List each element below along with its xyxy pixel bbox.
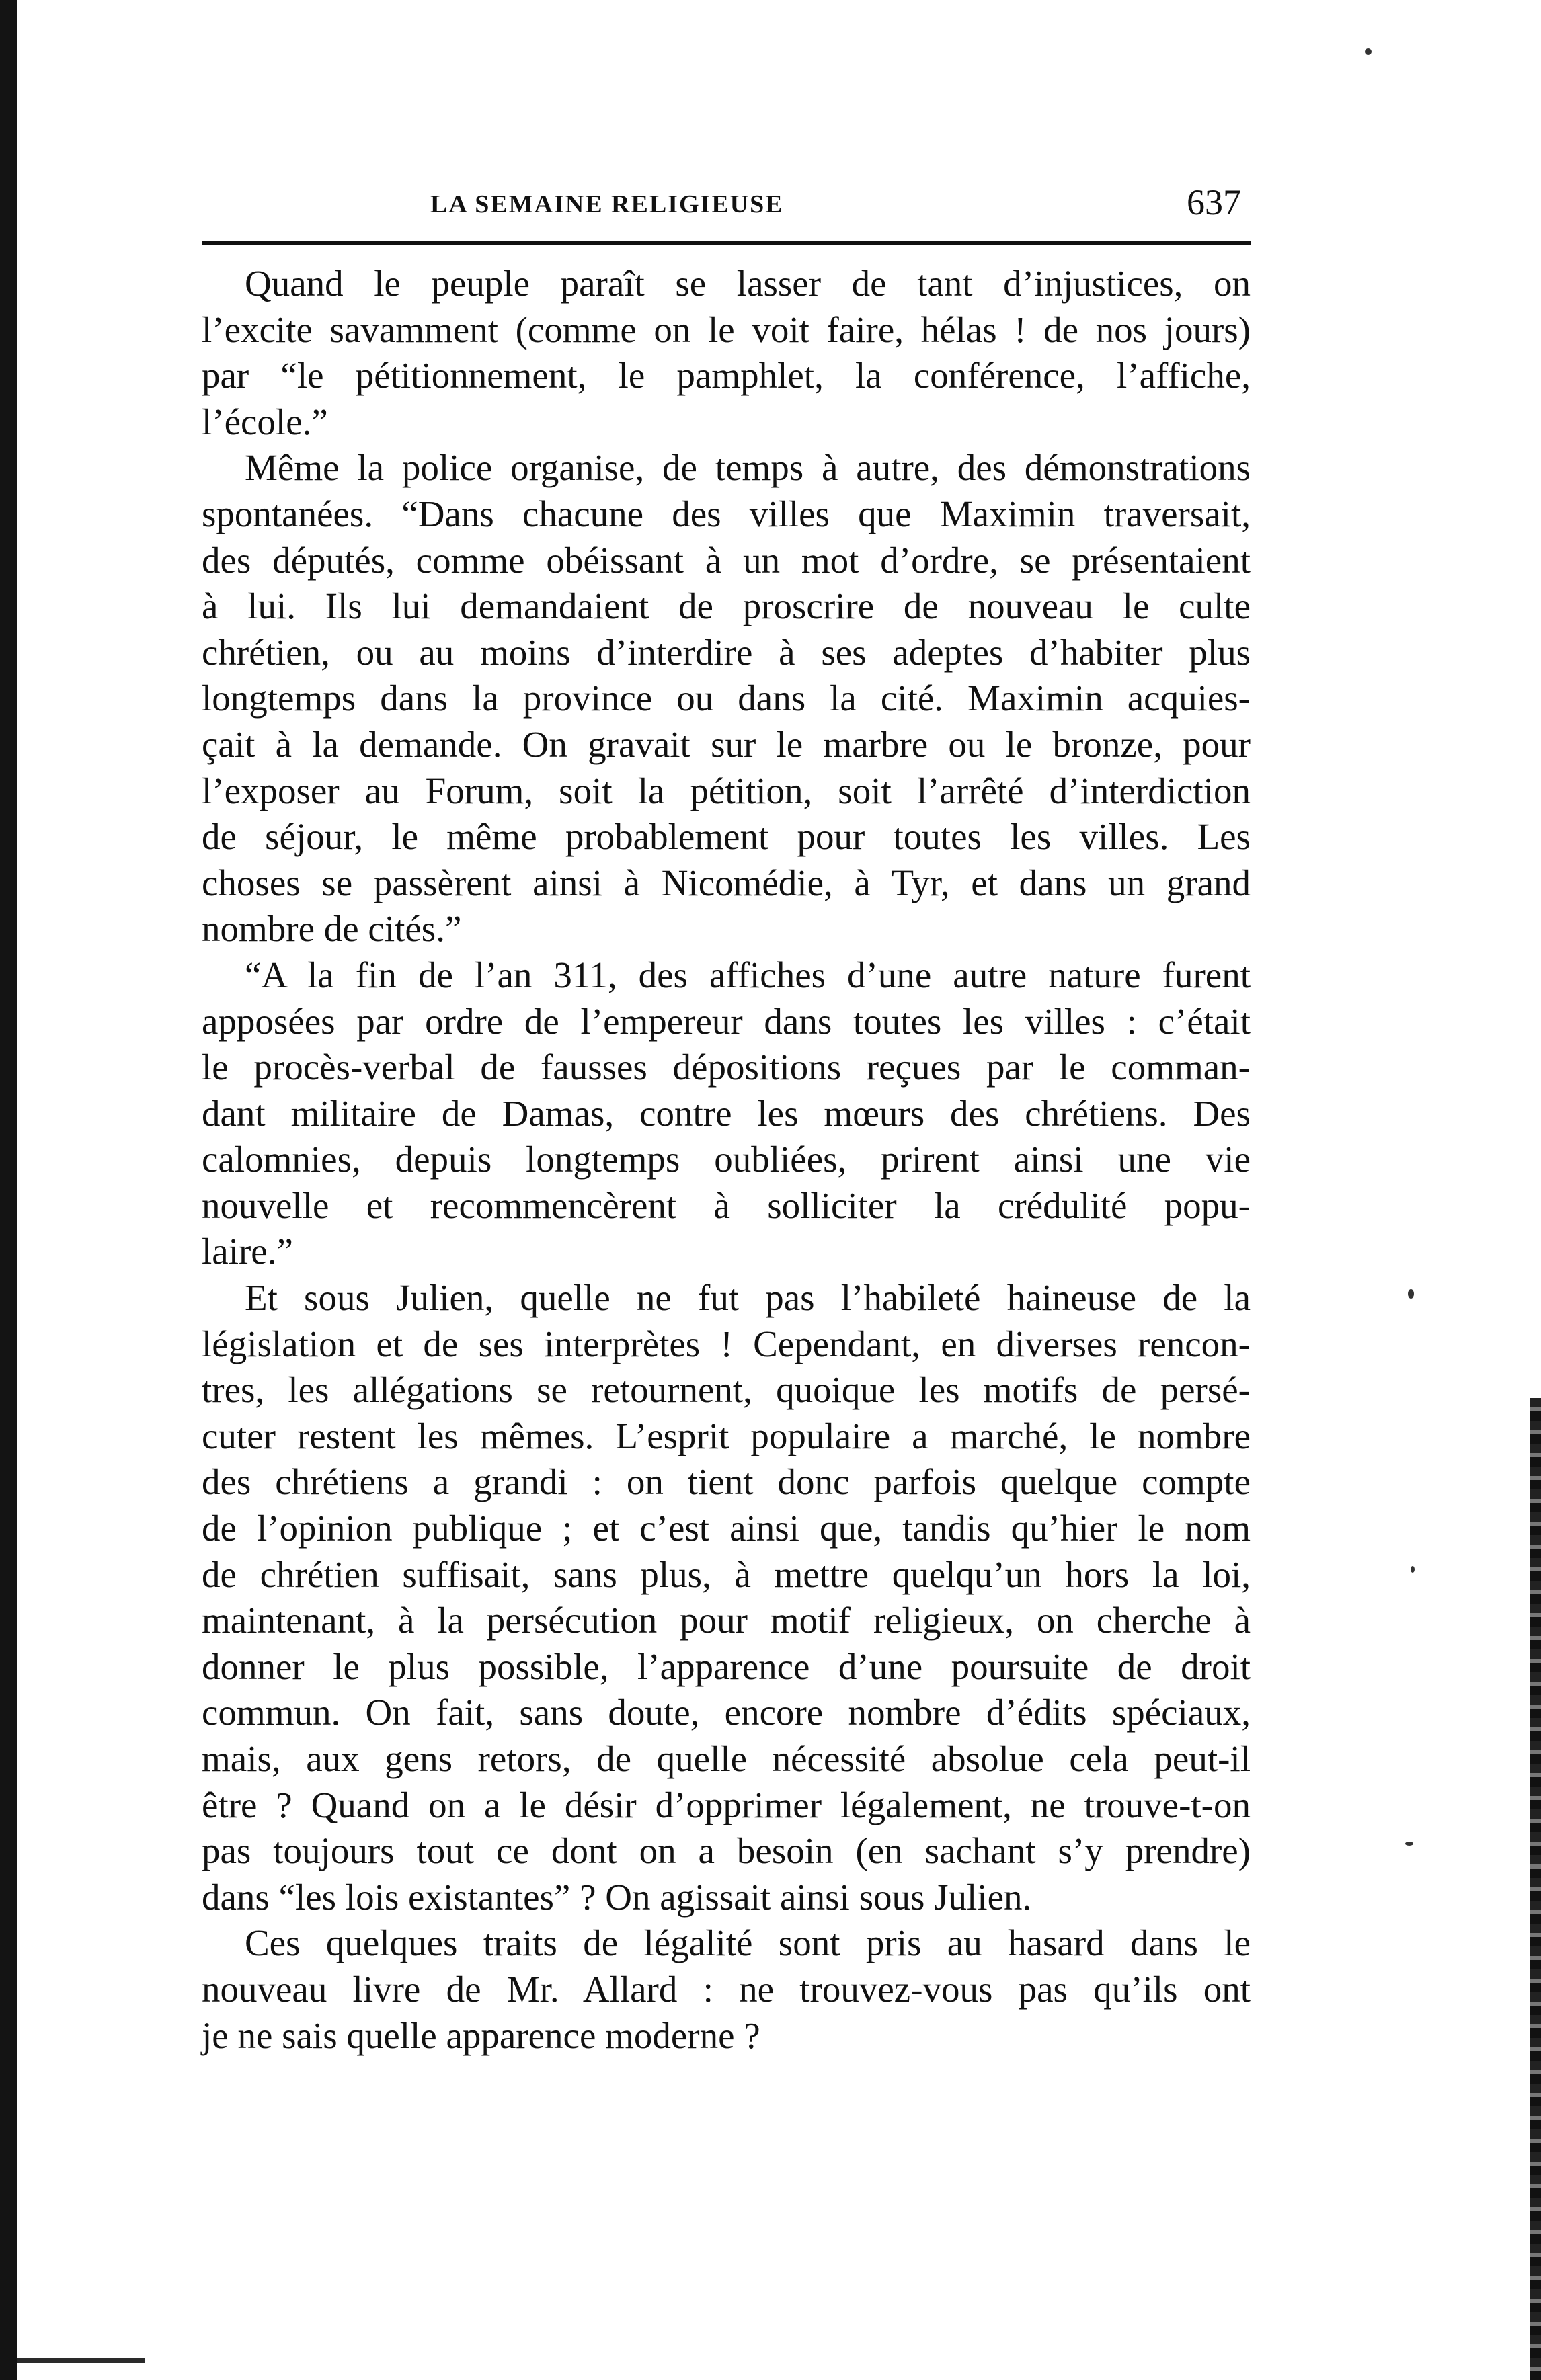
text-line: maintenant, à la persécution pour motif religieux, on cherche à bbox=[202, 1600, 1251, 1641]
scan-speck bbox=[1405, 1842, 1413, 1846]
text-line: calomnies, depuis longtemps oubliées, prirent ainsi une vie bbox=[202, 1139, 1251, 1180]
text-line: l’exposer au Forum, soit la pétition, soit l’arrêté d’interdiction bbox=[202, 770, 1251, 811]
running-header bbox=[202, 181, 1251, 229]
text-line: spontanées. “Dans chacune des villes que Maximin traversait, bbox=[202, 493, 1251, 534]
running-title: LA SEMAINE RELIGIEUSE bbox=[430, 190, 784, 218]
text-line: législation et de ses interprètes ! Cependant, en diverses rencon- bbox=[202, 1323, 1251, 1364]
header-rule bbox=[202, 241, 1251, 245]
text-line: çait à la demande. On gravait sur le marbre ou le bronze, pour bbox=[202, 723, 1251, 765]
text-line: Ces quelques traits de légalité sont pris au hasard dans le bbox=[245, 1922, 1251, 1964]
scan-gutter-noise bbox=[1530, 1398, 1541, 2380]
text-line: nouveau livre de Mr. Allard : ne trouvez-vous pas qu’ils ont bbox=[202, 1968, 1251, 2010]
text-line: l’école.” bbox=[202, 401, 328, 442]
text-line: “A la fin de l’an 311, des affiches d’une autre nature furent bbox=[245, 954, 1251, 995]
text-line: Même la police organise, de temps à autre, des démonstrations bbox=[245, 447, 1251, 489]
binding-edge-foot bbox=[17, 2358, 145, 2363]
page-number: 637 bbox=[1187, 182, 1241, 222]
binding-edge bbox=[0, 0, 17, 2380]
text-line: par “le pétitionnement, le pamphlet, la conférence, l’affiche, bbox=[202, 355, 1251, 397]
text-line: des chrétiens a grandi : on tient donc parfois quelque compte bbox=[202, 1461, 1251, 1503]
scan-speck bbox=[1408, 1289, 1414, 1299]
text-line: le procès-verbal de fausses dépositions reçues par le comman- bbox=[202, 1047, 1251, 1088]
text-line: donner le plus possible, l’apparence d’une poursuite de droit bbox=[202, 1645, 1251, 1687]
text-line: pas toujours tout ce dont on a besoin (en sachant s’y prendre) bbox=[202, 1830, 1251, 1872]
text-line: longtemps dans la province ou dans la cité. Maximin acquies- bbox=[202, 678, 1251, 719]
text-line: Et sous Julien, quelle ne fut pas l’habileté haineuse de la bbox=[245, 1277, 1251, 1319]
text-line: commun. On fait, sans doute, encore nombre d’édits spéciaux, bbox=[202, 1692, 1251, 1733]
text-line: je ne sais quelle apparence moderne ? bbox=[202, 2014, 760, 2056]
text-line: de l’opinion publique ; et c’est ainsi que, tandis qu’hier le nom bbox=[202, 1508, 1251, 1549]
text-line: des députés, comme obéissant à un mot d’ordre, se présentaient bbox=[202, 539, 1251, 581]
text-line: de chrétien suffisait, sans plus, à mettre quelqu’un hors la loi, bbox=[202, 1553, 1251, 1595]
text-line: mais, aux gens retors, de quelle nécessité absolue cela peut-il bbox=[202, 1738, 1251, 1779]
text-line: apposées par ordre de l’empereur dans toutes les villes : c’était bbox=[202, 1000, 1251, 1042]
text-line: choses se passèrent ainsi à Nicomédie, à Tyr, et dans un grand bbox=[202, 862, 1251, 903]
text-line: dans “les lois existantes” ? On agissait ainsi sous Julien. bbox=[202, 1876, 1032, 1918]
text-line: l’excite savamment (comme on le voit faire, hélas ! de nos jours) bbox=[202, 309, 1251, 350]
book-page bbox=[202, 181, 1251, 2056]
scan-speck bbox=[1365, 48, 1372, 55]
text-line: Quand le peuple paraît se lasser de tant d’injustices, on bbox=[245, 263, 1251, 304]
text-line: à lui. Ils lui demandaient de proscrire de nouveau le culte bbox=[202, 585, 1251, 627]
text-line: tres, les allégations se retournent, quoique les motifs de persé- bbox=[202, 1369, 1251, 1411]
text-line: de séjour, le même probablement pour toutes les villes. Les bbox=[202, 816, 1251, 858]
text-line: nombre de cités.” bbox=[202, 908, 462, 950]
text-line: laire.” bbox=[202, 1231, 293, 1272]
text-line: nouvelle et recommencèrent à solliciter la crédulité popu- bbox=[202, 1184, 1251, 1226]
scan-speck bbox=[1411, 1566, 1415, 1573]
text-line: chrétien, ou au moins d’interdire à ses adeptes d’habiter plus bbox=[202, 631, 1251, 673]
text-line: cuter restent les mêmes. L’esprit populaire a marché, le nombre bbox=[202, 1415, 1251, 1456]
text-line: dant militaire de Damas, contre les mœurs des chrétiens. Des bbox=[202, 1092, 1251, 1134]
body-text bbox=[202, 261, 1251, 2059]
text-line: être ? Quand on a le désir d’opprimer légalement, ne trouve-t-on bbox=[202, 1784, 1251, 1825]
